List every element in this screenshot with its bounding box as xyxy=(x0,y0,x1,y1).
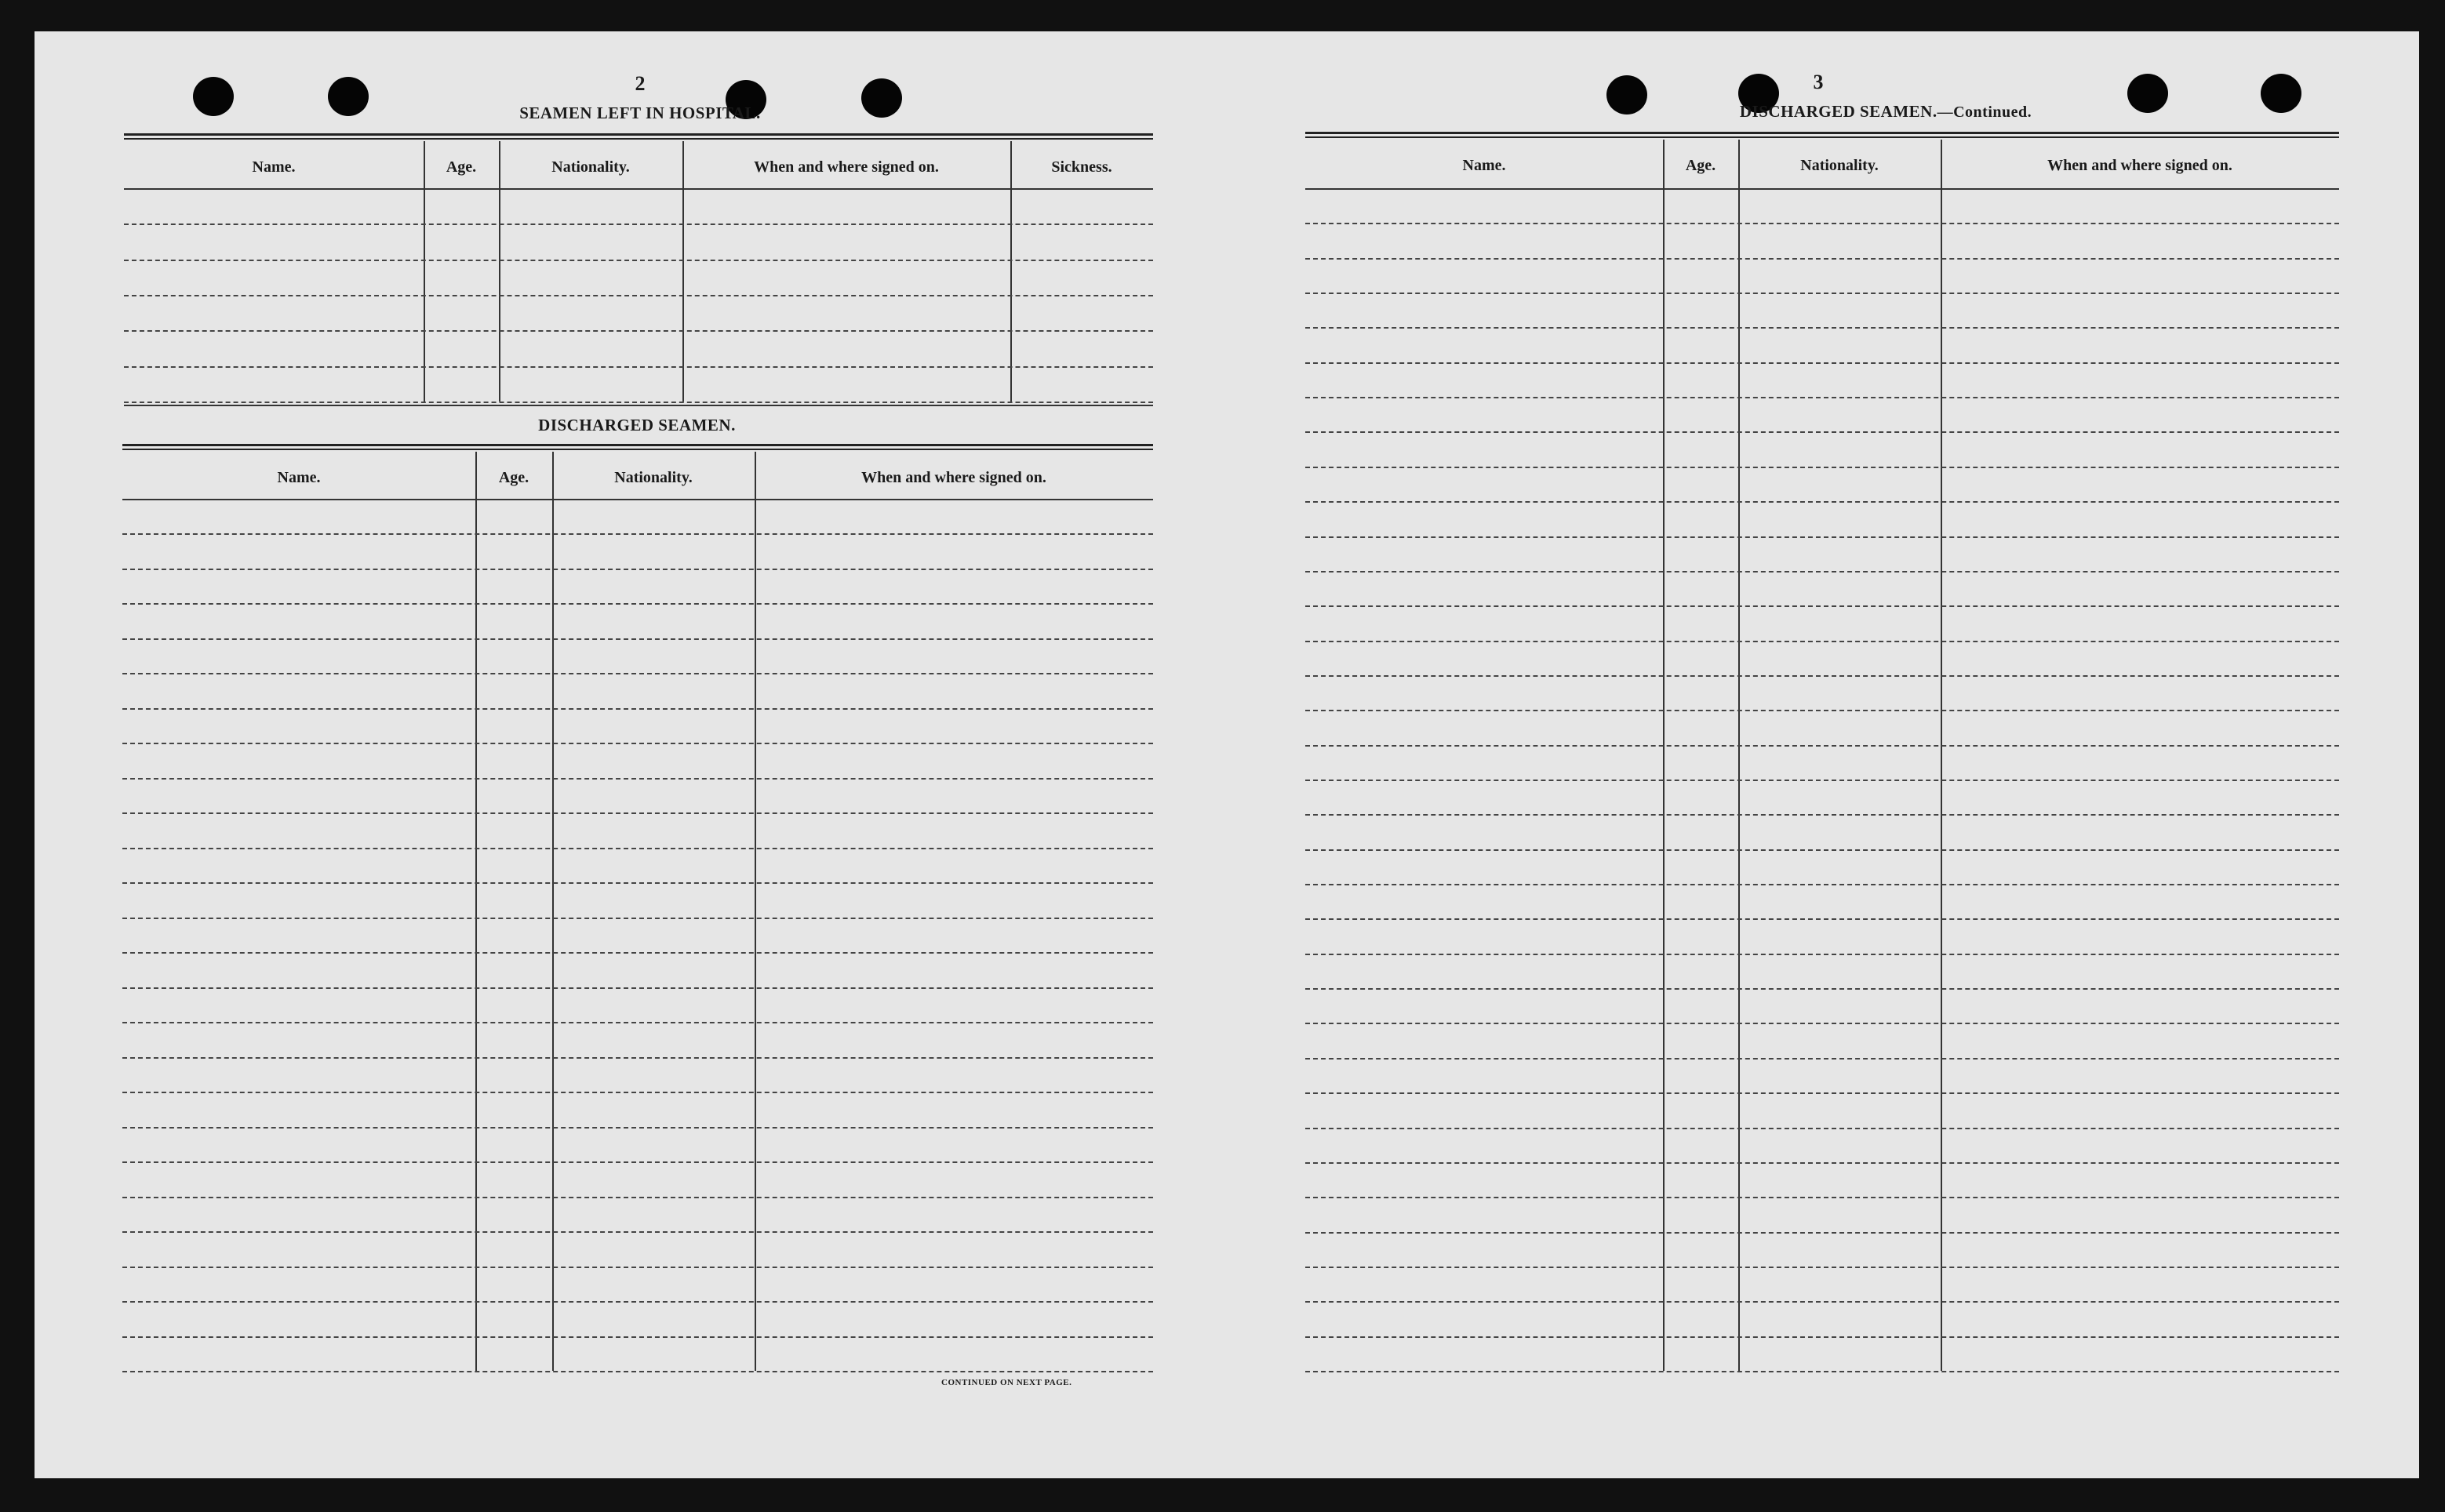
entry-row-line xyxy=(122,1371,1153,1372)
entry-row-line xyxy=(122,1127,1153,1129)
entry-row-line xyxy=(1305,849,2339,851)
column-header: Age. xyxy=(498,469,529,486)
header-underline xyxy=(122,499,1153,500)
entry-row-line xyxy=(122,743,1153,744)
entry-row-line xyxy=(122,778,1153,780)
entry-row-line xyxy=(1305,327,2339,329)
entry-row-line xyxy=(1305,467,2339,468)
entry-row-line xyxy=(122,1301,1153,1303)
hospital-top-rule xyxy=(124,133,1153,140)
entry-row-line xyxy=(122,918,1153,919)
entry-row-line xyxy=(122,848,1153,849)
column-divider xyxy=(1010,141,1012,402)
header-underline xyxy=(124,188,1153,190)
column-header: When and where signed on. xyxy=(861,469,1046,486)
entry-row-line xyxy=(1305,1371,2339,1372)
entry-row-line xyxy=(124,224,1153,225)
discharged-section-title: DISCHARGED SEAMEN. xyxy=(538,416,736,434)
entry-row-line xyxy=(122,1057,1153,1059)
page-number-right: 3 xyxy=(1813,71,1824,93)
entry-row-line xyxy=(124,260,1153,261)
hospital-section-title: SEAMEN LEFT IN HOSPITAL. xyxy=(519,104,761,122)
entry-row-line xyxy=(1305,1058,2339,1059)
column-divider xyxy=(424,141,425,402)
discharged-top-rule xyxy=(122,444,1153,450)
column-divider xyxy=(1941,140,1942,1371)
entry-row-line xyxy=(1305,431,2339,433)
entry-row-line xyxy=(1305,1197,2339,1198)
continued-footer: CONTINUED ON NEXT PAGE. xyxy=(941,1378,1072,1387)
entry-row-line xyxy=(1305,675,2339,677)
right-top-rule xyxy=(1305,132,2339,138)
entry-row-line xyxy=(1305,918,2339,920)
column-header: Name. xyxy=(1462,157,1506,174)
entry-row-line xyxy=(1305,745,2339,747)
entry-row-line xyxy=(1305,884,2339,885)
entry-row-line xyxy=(122,987,1153,989)
entry-row-line xyxy=(1305,1232,2339,1234)
entry-row-line xyxy=(1305,571,2339,572)
punch-hole xyxy=(861,78,902,118)
entry-row-line xyxy=(124,330,1153,332)
entry-row-line xyxy=(1305,814,2339,816)
entry-row-line xyxy=(1305,641,2339,642)
entry-row-line xyxy=(122,1161,1153,1163)
form-sheet xyxy=(35,31,2419,1478)
entry-row-line xyxy=(122,1197,1153,1198)
entry-row-line xyxy=(1305,362,2339,364)
entry-row-line xyxy=(122,533,1153,535)
column-header: Name. xyxy=(277,469,321,486)
punch-hole xyxy=(2127,74,2168,113)
entry-row-line xyxy=(124,402,1153,403)
entry-row-line xyxy=(1305,293,2339,294)
column-header: Nationality. xyxy=(614,469,693,486)
entry-row-line xyxy=(1305,1023,2339,1024)
column-divider xyxy=(1738,140,1740,1371)
entry-row-line xyxy=(122,638,1153,640)
column-header: When and where signed on. xyxy=(754,158,939,176)
header-underline xyxy=(1305,188,2339,190)
punch-hole xyxy=(328,77,369,116)
page-number-left: 2 xyxy=(635,72,646,95)
entry-row-line xyxy=(1305,710,2339,711)
column-header: Age. xyxy=(1685,157,1716,174)
entry-row-line xyxy=(122,708,1153,710)
entry-row-line xyxy=(122,569,1153,570)
entry-row-line xyxy=(124,295,1153,296)
entry-row-line xyxy=(122,1267,1153,1268)
column-header: Nationality. xyxy=(1800,157,1879,174)
entry-row-line xyxy=(1305,536,2339,538)
entry-row-line xyxy=(1305,1336,2339,1338)
entry-row-line xyxy=(1305,1301,2339,1303)
column-divider xyxy=(1663,140,1665,1371)
entry-row-line xyxy=(1305,780,2339,781)
entry-row-line xyxy=(1305,501,2339,503)
entry-row-line xyxy=(1305,1162,2339,1164)
title-suffix: —Continued. xyxy=(1937,104,2032,121)
column-divider xyxy=(755,452,756,1371)
entry-row-line xyxy=(122,952,1153,954)
entry-row-line xyxy=(122,1231,1153,1233)
entry-row-line xyxy=(1305,1092,2339,1094)
hospital-bottom-rule xyxy=(124,405,1153,406)
entry-row-line xyxy=(1305,988,2339,990)
entry-row-line xyxy=(124,366,1153,368)
entry-row-line xyxy=(122,1092,1153,1093)
column-header: Name. xyxy=(252,158,296,176)
entry-row-line xyxy=(1305,397,2339,398)
column-divider xyxy=(475,452,477,1371)
entry-row-line xyxy=(1305,954,2339,955)
column-header: Age. xyxy=(446,158,477,176)
column-header: Nationality. xyxy=(551,158,630,176)
entry-row-line xyxy=(122,1336,1153,1338)
entry-row-line xyxy=(122,603,1153,605)
punch-hole xyxy=(193,77,234,116)
column-divider xyxy=(499,141,500,402)
column-divider xyxy=(552,452,554,1371)
entry-row-line xyxy=(122,882,1153,884)
punch-hole xyxy=(2261,74,2301,113)
punch-hole xyxy=(1606,75,1647,114)
column-header: Sickness. xyxy=(1051,158,1112,176)
entry-row-line xyxy=(122,812,1153,814)
entry-row-line xyxy=(122,673,1153,674)
column-divider xyxy=(682,141,684,402)
entry-row-line xyxy=(1305,258,2339,260)
column-header: When and where signed on. xyxy=(2047,157,2232,174)
discharged-continued-title xyxy=(1740,102,2032,122)
entry-row-line xyxy=(1305,1267,2339,1268)
entry-row-line xyxy=(1305,605,2339,607)
entry-row-line xyxy=(1305,223,2339,224)
entry-row-line xyxy=(122,1022,1153,1023)
title-main: DISCHARGED SEAMEN. xyxy=(1739,102,1937,121)
entry-row-line xyxy=(1305,1128,2339,1129)
